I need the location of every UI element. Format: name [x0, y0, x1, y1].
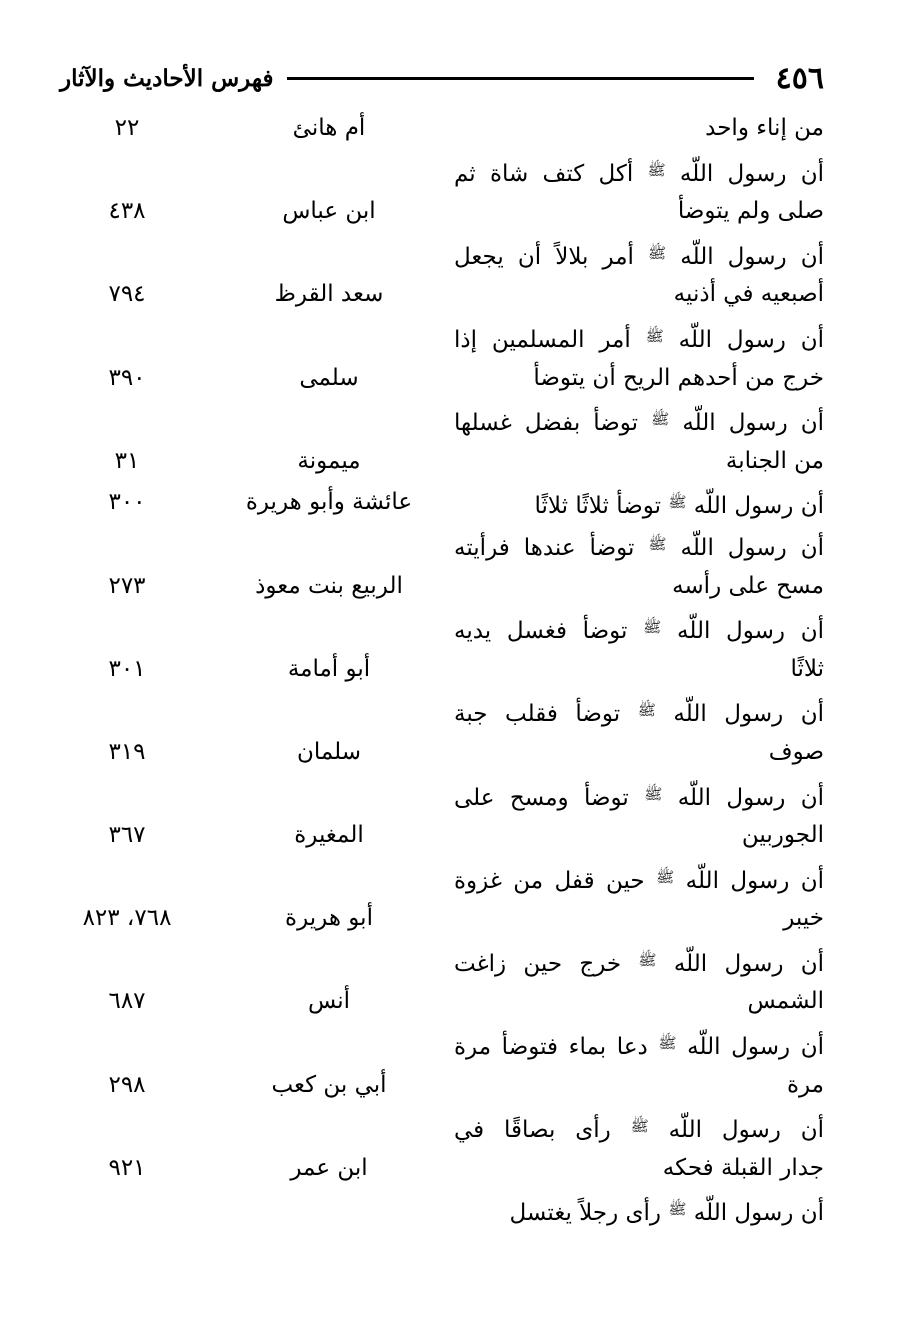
hadith-number: ٤٣٨: [108, 198, 146, 225]
hadith-line-text: توضأ فغسل يديه: [454, 618, 628, 645]
hadith-number: ٦٨٧: [108, 988, 146, 1015]
hadith-line-text: صلى ولم يتوضأ: [677, 198, 824, 225]
hadith-line: [454, 1023, 824, 1065]
hadith-text: [454, 524, 824, 607]
hadith-line: [454, 482, 824, 524]
hadith-line-text: أن رسول اللّه: [687, 1034, 824, 1061]
hadith-line-text: أن رسول اللّه: [677, 618, 824, 645]
hadith-number: ٣١٩: [108, 738, 146, 765]
hadith-line-text: صوف: [768, 738, 824, 765]
index-entry: [60, 150, 824, 233]
salla-glyph: ﷺ: [658, 1034, 677, 1053]
salla-glyph: ﷺ: [647, 160, 666, 179]
hadith-line: [454, 649, 824, 691]
hadith-text: [454, 1106, 824, 1189]
hadith-line: [454, 690, 824, 732]
hadith-line: [454, 981, 824, 1023]
hadith-line-text: أن رسول اللّه: [680, 534, 825, 561]
hadith-line-text: خرج حين زاغت: [454, 950, 622, 977]
hadith-number: ٢٢: [114, 115, 140, 141]
narrator: سعد القرظ: [274, 281, 384, 308]
hadith-line-text: أن رسول اللّه: [678, 326, 825, 353]
narrator: أبي بن كعب: [271, 1071, 387, 1098]
narrator: [204, 1189, 454, 1231]
hadith-line-text: مسح على رأسه: [672, 572, 824, 599]
hadith-line-text: توضأ عندها فرأيته: [454, 534, 635, 561]
hadith-number: ٣١: [114, 447, 140, 474]
hadith-line-text: توضأ ومسح على: [454, 784, 629, 811]
hadith-line-text: خرج من أحدهم الريح أن يتوضأ: [533, 364, 824, 391]
hadith-number: ٧٩٤: [108, 281, 146, 308]
hadith-line-text: أن رسول اللّه: [668, 1117, 824, 1144]
salla-glyph: ﷺ: [645, 326, 664, 345]
salla-glyph: ﷺ: [630, 1117, 649, 1136]
hadith-line: [454, 1065, 824, 1107]
hadith-line: [454, 191, 824, 233]
hadith-number: ٣٠١: [108, 655, 146, 682]
page-header: [60, 58, 824, 98]
salla-glyph: ﷺ: [668, 1200, 687, 1219]
hadith-line-text: أن رسول اللّه: [685, 867, 825, 894]
hadith-text: [454, 607, 824, 690]
index-entry: [60, 316, 824, 399]
hadith-line-text: أمر بلالاً أن يجعل: [454, 243, 634, 270]
hadith-line-text: من الجنابة: [725, 447, 824, 474]
salla-glyph: ﷺ: [643, 618, 662, 637]
hadith-line: [454, 524, 824, 566]
hadith-line: [454, 108, 824, 150]
narrator: الربيع بنت معوذ: [255, 572, 403, 599]
hadith-line: [454, 815, 824, 857]
hadith-line: [454, 233, 824, 275]
narrator: أنس: [307, 988, 351, 1015]
narrator: سلمى: [299, 364, 359, 391]
hadith-text: [454, 399, 824, 482]
hadith-index-list: [60, 108, 824, 1231]
hadith-line-text: توضأ ثلاثًا ثلاثًا: [534, 493, 662, 520]
hadith-line: [454, 607, 824, 649]
hadith-number: ٢٧٣: [108, 572, 146, 599]
hadith-number: [60, 1189, 204, 1231]
hadith-line-text: أن رسول اللّه: [693, 493, 824, 520]
hadith-line-text: الجوربين: [741, 822, 824, 849]
page-title: فهرس الأحاديث والآثار: [60, 64, 274, 92]
hadith-line: [454, 441, 824, 483]
hadith-line-text: توضأ بفضل غسلها: [454, 410, 639, 437]
index-entry: [60, 482, 824, 524]
salla-glyph: ﷺ: [638, 950, 657, 969]
hadith-line: [454, 566, 824, 608]
hadith-text: [454, 108, 824, 150]
hadith-text: [454, 774, 824, 857]
salla-glyph: ﷺ: [648, 534, 667, 553]
hadith-line-text: أن رسول اللّه: [673, 950, 825, 977]
hadith-line: [454, 898, 824, 940]
hadith-number: ٣٦٧: [108, 822, 146, 849]
hadith-line-text: من إناء واحد: [705, 115, 824, 141]
hadith-line-text: رأى رجلاً يغتسل: [509, 1200, 662, 1227]
salla-glyph: ﷺ: [668, 493, 687, 512]
hadith-line: [454, 1189, 824, 1231]
hadith-text: [454, 857, 824, 940]
hadith-line: [454, 358, 824, 400]
index-entry: [60, 108, 824, 150]
hadith-line: [454, 316, 824, 358]
index-entry: [60, 1106, 824, 1189]
index-entry: [60, 524, 824, 607]
index-entry: [60, 857, 824, 940]
hadith-line-text: أن رسول اللّه: [682, 410, 824, 437]
narrator: عائشة وأبو هريرة: [245, 489, 413, 516]
hadith-line: [454, 774, 824, 816]
hadith-line-text: أمر المسلمين إذا: [454, 326, 631, 353]
hadith-line: [454, 1148, 824, 1190]
hadith-line: [454, 274, 824, 316]
hadith-text: [454, 233, 824, 316]
hadith-number: ٩٢١: [108, 1154, 146, 1181]
narrator: أبو أمامة: [287, 655, 371, 682]
hadith-number: ٧٦٨، ٨٢٣: [82, 905, 172, 932]
hadith-text: [454, 1023, 824, 1106]
hadith-line: [454, 1106, 824, 1148]
hadith-text: [454, 150, 824, 233]
narrator: ابن عمر: [290, 1154, 368, 1181]
page-number: ٤٥٦: [775, 60, 824, 96]
narrator: ميمونة: [297, 447, 361, 474]
index-entry: [60, 774, 824, 857]
index-entry: [60, 940, 824, 1023]
hadith-line-text: حين قفل من غزوة: [454, 867, 645, 894]
salla-glyph: ﷺ: [648, 243, 667, 262]
hadith-text: [454, 316, 824, 399]
index-entry: [60, 607, 824, 690]
hadith-line-text: أن رسول اللّه: [673, 701, 825, 728]
narrator: سلمان: [296, 738, 362, 765]
hadith-line-text: أن رسول اللّه: [677, 784, 824, 811]
hadith-line-text: دعا بماء فتوضأ مرة: [454, 1034, 648, 1061]
hadith-line: [454, 732, 824, 774]
hadith-line-text: ثلاثًا: [790, 655, 824, 682]
index-entry: [60, 233, 824, 316]
hadith-line-text: أن رسول اللّه: [680, 243, 825, 270]
hadith-number: ٢٩٨: [108, 1071, 146, 1098]
hadith-text: [454, 482, 824, 524]
hadith-line-text: أكل كتف شاة ثم: [454, 160, 634, 187]
hadith-line-text: جدار القبلة فحكه: [662, 1154, 824, 1181]
hadith-line-text: أن رسول اللّه: [679, 160, 825, 187]
hadith-line-text: مرة: [786, 1071, 824, 1098]
hadith-line-text: أصبعيه في أذنيه: [673, 281, 824, 308]
header-rule: [287, 77, 754, 80]
index-entry: [60, 1023, 824, 1106]
salla-glyph: ﷺ: [644, 784, 663, 803]
hadith-text: [454, 940, 824, 1023]
narrator: أم هانئ: [292, 115, 366, 141]
narrator: المغيرة: [294, 822, 364, 849]
hadith-number: ٣٠٠: [108, 489, 146, 516]
salla-glyph: ﷺ: [656, 867, 675, 886]
index-entry: [60, 690, 824, 773]
hadith-text: [454, 1189, 824, 1231]
hadith-line: [454, 150, 824, 192]
salla-glyph: ﷺ: [637, 701, 656, 720]
hadith-line-text: الشمس: [747, 988, 824, 1015]
narrator: أبو هريرة: [285, 905, 373, 932]
salla-glyph: ﷺ: [651, 410, 670, 429]
hadith-line-text: خيبر: [783, 905, 824, 932]
narrator: ابن عباس: [282, 198, 376, 225]
hadith-line-text: رأى بصاقًا في: [454, 1117, 611, 1144]
hadith-number: ٣٩٠: [108, 364, 146, 391]
hadith-line: [454, 857, 824, 899]
hadith-line: [454, 399, 824, 441]
index-entry: [60, 399, 824, 482]
hadith-line-text: توضأ فقلب جبة: [454, 701, 621, 728]
hadith-line: [454, 940, 824, 982]
hadith-line-text: أن رسول اللّه: [693, 1200, 824, 1227]
hadith-text: [454, 690, 824, 773]
index-entry: [60, 1189, 824, 1231]
